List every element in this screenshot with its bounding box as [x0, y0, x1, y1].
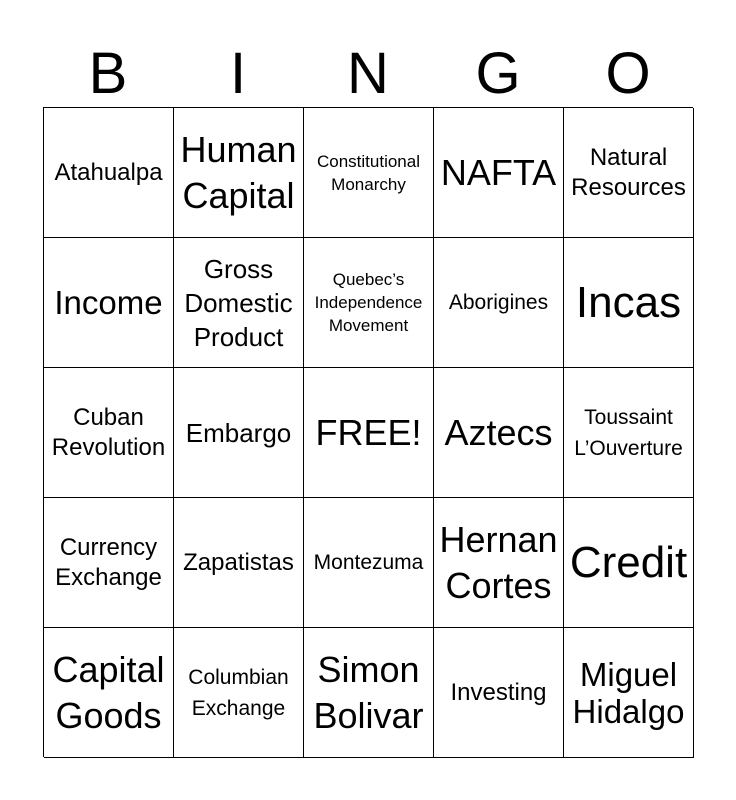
header-letter-i: I [229, 41, 247, 106]
bingo-grid [43, 107, 693, 757]
header-letter-n: N [347, 41, 389, 106]
cell-label: Hernan Cortes [439, 518, 558, 606]
cell-label: Credit [569, 537, 688, 587]
bingo-cell [304, 498, 434, 628]
bingo-cell [564, 498, 694, 628]
bingo-cell [44, 108, 174, 238]
cell-label: Aztecs [444, 411, 553, 453]
bingo-cell [44, 498, 174, 628]
cell-label: Miguel Hidalgo [572, 655, 685, 730]
header-letter-g: G [475, 41, 521, 106]
bingo-cell [44, 238, 174, 368]
cell-label: Toussaint L’Ouverture [574, 405, 683, 460]
header-letter-b: B [88, 41, 128, 106]
bingo-cell [44, 368, 174, 498]
free-space [304, 368, 434, 498]
bingo-cell [434, 238, 564, 368]
cell-label: Gross Domestic Product [184, 253, 293, 352]
cell-label: Montezuma [313, 551, 424, 574]
cell-label: Human Capital [180, 128, 297, 216]
free-space-label: FREE! [315, 411, 422, 453]
bingo-cell [174, 498, 304, 628]
cell-label: Zapatistas [183, 548, 294, 576]
cell-label: Simon Bolivar [313, 648, 424, 736]
cell-label: NAFTA [440, 151, 557, 193]
bingo-cell [434, 108, 564, 238]
bingo-cell [174, 238, 304, 368]
cell-label: Quebec’s Independence Movement [314, 270, 423, 335]
cell-label: Aborigines [448, 291, 549, 314]
bingo-cell [174, 368, 304, 498]
cell-label: Atahualpa [54, 158, 163, 186]
bingo-cell [434, 368, 564, 498]
cell-label: Cuban Revolution [51, 403, 166, 461]
cell-label: Natural Resources [571, 143, 686, 201]
bingo-cell [564, 108, 694, 238]
cell-label: Incas [575, 277, 682, 327]
bingo-cell [304, 108, 434, 238]
bingo-header [43, 40, 693, 108]
bingo-cell [564, 238, 694, 368]
cell-label: Constitutional Monarchy [316, 151, 420, 194]
bingo-cell [564, 368, 694, 498]
header-letter-o: O [605, 41, 651, 106]
bingo-cell [174, 108, 304, 238]
cell-label: Capital Goods [52, 648, 165, 736]
cell-label: Columbian Exchange [188, 665, 289, 720]
cell-label: Currency Exchange [55, 533, 162, 591]
bingo-cell [304, 628, 434, 758]
bingo-cell [564, 628, 694, 758]
bingo-cell [304, 238, 434, 368]
bingo-cell [434, 498, 564, 628]
cell-label: Income [54, 284, 163, 321]
bingo-cell [174, 628, 304, 758]
cell-label: Investing [450, 678, 547, 706]
bingo-cell [434, 628, 564, 758]
bingo-cell [44, 628, 174, 758]
cell-label: Embargo [185, 417, 292, 448]
